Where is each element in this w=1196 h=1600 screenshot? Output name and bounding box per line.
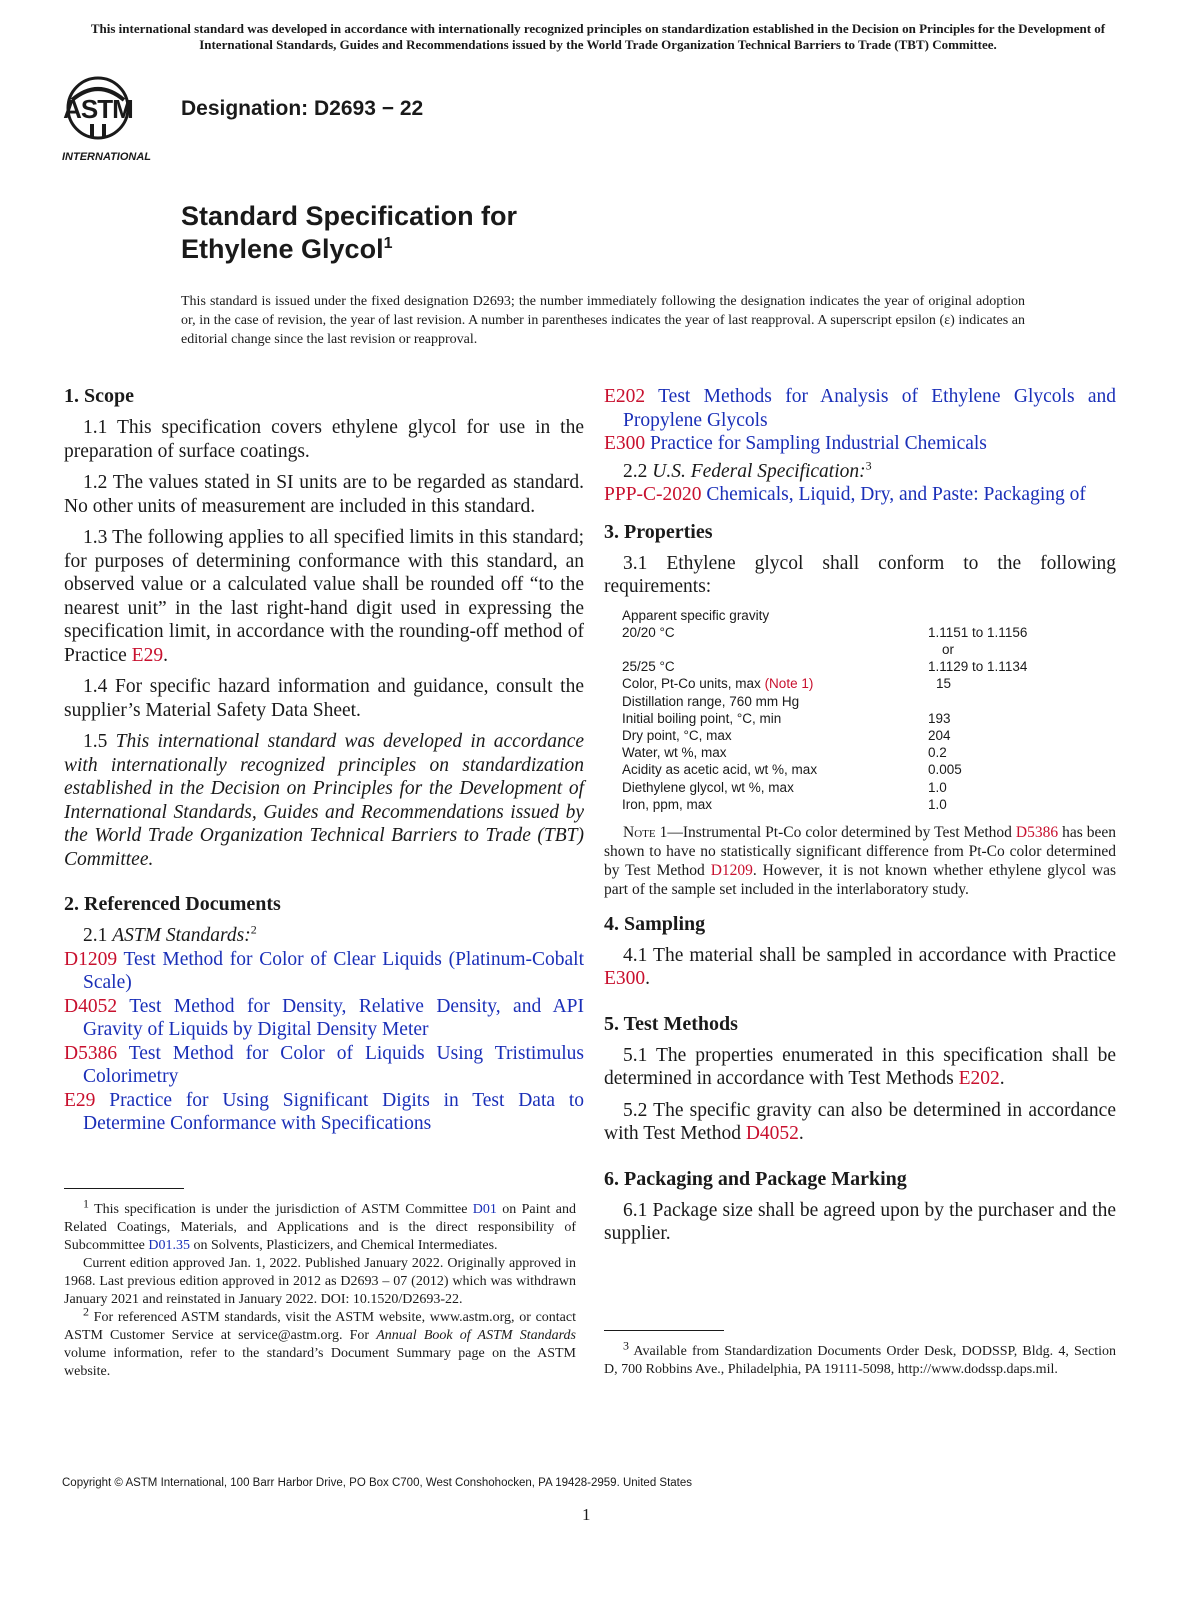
req-label: 20/20 °C — [622, 624, 675, 640]
footnote-text: Available from Standardization Documents Order Desk, DODSSP, Bldg. 4, Section D, 700 Robbins Ave., Philadelphia, PA 19111-5098, http://www.dodssp.daps.mil. — [604, 1344, 1116, 1377]
link-e300[interactable]: E300 — [604, 968, 646, 990]
footnotes-left — [64, 1188, 576, 1381]
subsection-num: 2.1 — [83, 925, 113, 946]
test-methods-text: 5.2 The specific gravity can also be determined in accordance with Test Method — [604, 1099, 1116, 1145]
test-methods-text: 5.1 The properties enumerated in this specification shall be determined in accordance with Test Methods — [604, 1044, 1116, 1090]
req-label: Apparent specific gravity — [622, 607, 770, 623]
link-d01[interactable]: D01 — [472, 1202, 497, 1217]
req-value: or — [942, 641, 955, 657]
issued-note: This standard is issued under the fixed designation D2693; the number immediately following the designation indicates the year of original adoption or, in the case of revision, the year of last revision. A number in parentheses indicates the year of last reapproval. A superscript epsilon (ε) indicates an editorial change since the last revision or reapproval. — [181, 294, 1025, 347]
test-methods-heading: 5. Test Methods — [604, 1012, 738, 1035]
scope-1-3-text: 1.3 The following applies to all specified limits in this standard; for purposes of determining conformance with this standard, an observed value or a calculated value shall be rounded off “to the nearest unit” in the last right-hand digit used in expressing the specification limit, in accordance with the rounding-off method of Practice — [64, 527, 584, 666]
title-line-2: Ethylene Glycol — [181, 234, 384, 264]
properties-heading: 3. Properties — [604, 520, 713, 543]
footnote-1-edition: Current edition approved Jan. 1, 2022. Published January 2022. Originally approved in 1968. Last previous edition approved in 2012 as D2693 – 07 (2012) which was withdrawn January 2021 and reinstated in January 2022. DOI: 10.1520/D2693-22. — [64, 1256, 576, 1307]
note-1-link[interactable]: (Note 1) — [764, 676, 814, 692]
scope-1-5 — [64, 730, 584, 871]
note-text: . However, it is not known whether ethylene glycol was part of the sample set included in the interlaboratory study. — [604, 861, 1116, 898]
req-value: 0.2 — [928, 745, 947, 761]
subsection-title: U.S. Federal Specification: — [652, 460, 866, 482]
svg-text:ASTM: ASTM — [63, 94, 133, 124]
ref-item — [64, 1089, 584, 1136]
designation: Designation: D2693 − 22 — [181, 97, 424, 120]
footnote-3 — [604, 1338, 1116, 1379]
link-e29[interactable]: E29 — [131, 644, 164, 666]
ref-title[interactable]: Practice for Using Significant Digits in Test Data to Determine Conformance with Specifications — [83, 1089, 584, 1134]
footnote-text: on Paint and Related Coatings, Materials, and Applications and is the direct responsibility of Subcommittee — [64, 1202, 576, 1253]
req-value: 204 — [928, 727, 951, 743]
ref-item — [604, 385, 1116, 432]
table-row — [622, 624, 1062, 641]
properties-3-1: 3.1 Ethylene glycol shall conform to the following requirements: — [604, 552, 1116, 597]
link-e202[interactable]: E202 — [958, 1068, 1000, 1090]
ref-code[interactable]: PPP-C-2020 — [604, 484, 702, 505]
req-label: Dry point, °C, max — [622, 727, 732, 743]
footnote-text: volume information, refer to the standard’s Document Summary page on the ASTM website. — [64, 1346, 576, 1379]
ref-title[interactable]: Test Method for Color of Clear Liquids (Platinum-Cobalt Scale) — [83, 948, 584, 993]
table-row — [622, 693, 1062, 710]
req-label: 25/25 °C — [622, 659, 675, 675]
req-value: 15 — [936, 676, 952, 692]
scope-1-2: 1.2 The values stated in SI units are to be regarded as standard. No other units of measurement are included in this standard. — [64, 472, 584, 517]
top-notice: This international standard was developed in accordance with internationally recognized principles on standardization established in the Decision on Principles for the Development of International Standards, Guides and Recommendations issued by the World Trade Organization Technical Barriers to Trade (TBT) Committee. — [90, 21, 1106, 52]
req-label: Iron, ppm, max — [622, 796, 713, 812]
scope-1-4: 1.4 For specific hazard information and guidance, consult the supplier’s Material Safety Data Sheet. — [64, 676, 584, 721]
period: . — [999, 1068, 1005, 1090]
req-value: 0.005 — [928, 762, 962, 778]
ref-title[interactable]: Practice for Sampling Industrial Chemicals — [645, 433, 987, 454]
ref-item — [64, 1042, 584, 1089]
title-line-1: Standard Specification for — [181, 201, 518, 231]
ref-item — [604, 432, 1116, 456]
sampling-4-1 — [604, 944, 1116, 991]
footnote-text: on Solvents, Plasticizers, and Chemical Intermediates. — [190, 1238, 498, 1253]
req-label: Initial boiling point, °C, min — [622, 710, 782, 726]
req-value — [928, 607, 1062, 624]
note-label: Note 1 — [623, 823, 668, 841]
title-footnote-ref: 1 — [383, 235, 393, 252]
table-row — [622, 710, 1062, 727]
req-value: 1.0 — [928, 796, 947, 812]
scope-heading: 1. Scope — [64, 385, 134, 407]
sampling-text: 4.1 The material shall be sampled in accordance with Practice — [623, 944, 1116, 966]
scope-1-5-num: 1.5 — [83, 731, 116, 752]
note-text: —Instrumental Pt-Co color determined by Test Method — [667, 823, 1016, 841]
table-row — [622, 779, 1062, 796]
sampling-heading: 4. Sampling — [604, 912, 706, 935]
packaging-6-1: 6.1 Package size shall be agreed upon by the purchaser and the supplier. — [604, 1199, 1116, 1245]
table-row — [622, 675, 1062, 692]
req-label-text: Color, Pt-Co units, max — [622, 676, 761, 692]
period: . — [163, 644, 168, 666]
table-row — [622, 607, 1062, 624]
link-d4052[interactable]: D4052 — [745, 1123, 799, 1145]
federal-spec-label — [604, 460, 1116, 484]
requirements-table — [622, 607, 1062, 813]
req-label: Diethylene glycol, wt %, max — [622, 779, 794, 795]
ref-code[interactable]: D1209 — [64, 948, 118, 970]
subsection-title: ASTM Standards: — [112, 925, 251, 946]
footnote-ref: 2 — [250, 922, 257, 937]
footnote-1 — [64, 1196, 576, 1255]
link-d01-35[interactable]: D01.35 — [148, 1238, 191, 1253]
req-label — [622, 675, 928, 692]
right-column — [604, 385, 1116, 1254]
table-row — [622, 761, 1062, 778]
ref-item — [64, 948, 584, 995]
left-column — [64, 385, 584, 1136]
req-value: 193 — [928, 710, 951, 726]
table-row — [622, 727, 1062, 744]
ref-title[interactable]: Chemicals, Liquid, Dry, and Paste: Packaging of — [701, 484, 1086, 505]
table-row — [622, 796, 1062, 813]
logo-text: INTERNATIONAL — [62, 151, 152, 163]
period: . — [645, 968, 651, 990]
document-title — [181, 200, 517, 266]
link-d1209[interactable]: D1209 — [710, 861, 753, 879]
period: . — [798, 1123, 804, 1145]
test-methods-5-2 — [604, 1099, 1116, 1146]
footnote-2 — [64, 1304, 576, 1381]
ref-title[interactable]: Test Methods for Analysis of Ethylene Glycols and Propylene Glycols — [623, 386, 1116, 431]
req-label: Distillation range, 760 mm Hg — [622, 693, 800, 709]
scope-1-3 — [64, 526, 584, 667]
note-text: has been shown to have no statistically significant difference from Pt-Co color determined by Test Method — [604, 823, 1116, 879]
req-value: 1.0 — [928, 779, 947, 795]
req-label — [622, 641, 928, 658]
req-label: Water, wt %, max — [622, 745, 727, 761]
footnote-text: This specification is under the jurisdiction of ASTM Committee — [89, 1202, 473, 1217]
referenced-heading: 2. Referenced Documents — [64, 893, 281, 915]
footnote-num: 2 — [83, 1304, 89, 1319]
ref-title[interactable]: Test Method for Density, Relative Density, and API Gravity of Liquids by Digital Density Meter — [83, 995, 584, 1040]
page-number: 1 — [582, 1505, 591, 1524]
footnote-ref: 3 — [865, 458, 872, 472]
subsection-num: 2.2 — [623, 460, 653, 482]
ref-code[interactable]: D4052 — [64, 995, 118, 1017]
req-value: 1.1129 to 1.1134 — [928, 659, 1028, 675]
scope-1-1: 1.1 This specification covers ethylene glycol for use in the preparation of surface coatings. — [64, 417, 584, 462]
packaging-heading: 6. Packaging and Package Marking — [604, 1167, 907, 1190]
footnote-italic: Annual Book of ASTM Standards — [376, 1328, 576, 1343]
test-methods-5-1 — [604, 1044, 1116, 1091]
astm-standards-label — [64, 924, 584, 948]
ref-code[interactable]: D5386 — [64, 1042, 118, 1064]
ref-code[interactable]: E202 — [604, 386, 646, 407]
table-row — [622, 641, 1062, 658]
copyright: Copyright © ASTM International, 100 Barr Harbor Drive, PO Box C700, West Conshohocken, PA 19428-2959. United States — [62, 1477, 693, 1489]
note-1 — [604, 823, 1116, 899]
footnote-num: 3 — [623, 1338, 629, 1353]
req-value: 1.1151 to 1.1156 — [928, 624, 1028, 640]
footnote-text: For referenced ASTM standards, visit the ASTM website, www.astm.org, or contact ASTM Customer Service at service@astm.org. For — [64, 1310, 576, 1343]
ref-code[interactable]: E29 — [64, 1089, 96, 1111]
table-row — [622, 658, 1062, 675]
ref-item — [64, 995, 584, 1042]
astm-logo — [62, 70, 172, 166]
ref-item — [604, 483, 1116, 507]
ref-title[interactable]: Test Method for Color of Liquids Using Tristimulus Colorimetry — [83, 1042, 584, 1087]
req-label: Acidity as acetic acid, wt %, max — [622, 762, 818, 778]
req-value — [928, 693, 1062, 710]
footnote-num: 1 — [83, 1196, 89, 1211]
link-d5386[interactable]: D5386 — [1015, 823, 1059, 841]
ref-code[interactable]: E300 — [604, 433, 646, 454]
table-row — [622, 744, 1062, 761]
scope-1-5-text: This international standard was developed in accordance with internationally recognized principles on standardization established in the Decision on Principles for the Development of International Standards, Guides and Recommendations issued by the World Trade Organization Technical Barriers to Trade (TBT) Committee. — [64, 731, 585, 870]
footnotes-right — [604, 1330, 1116, 1379]
